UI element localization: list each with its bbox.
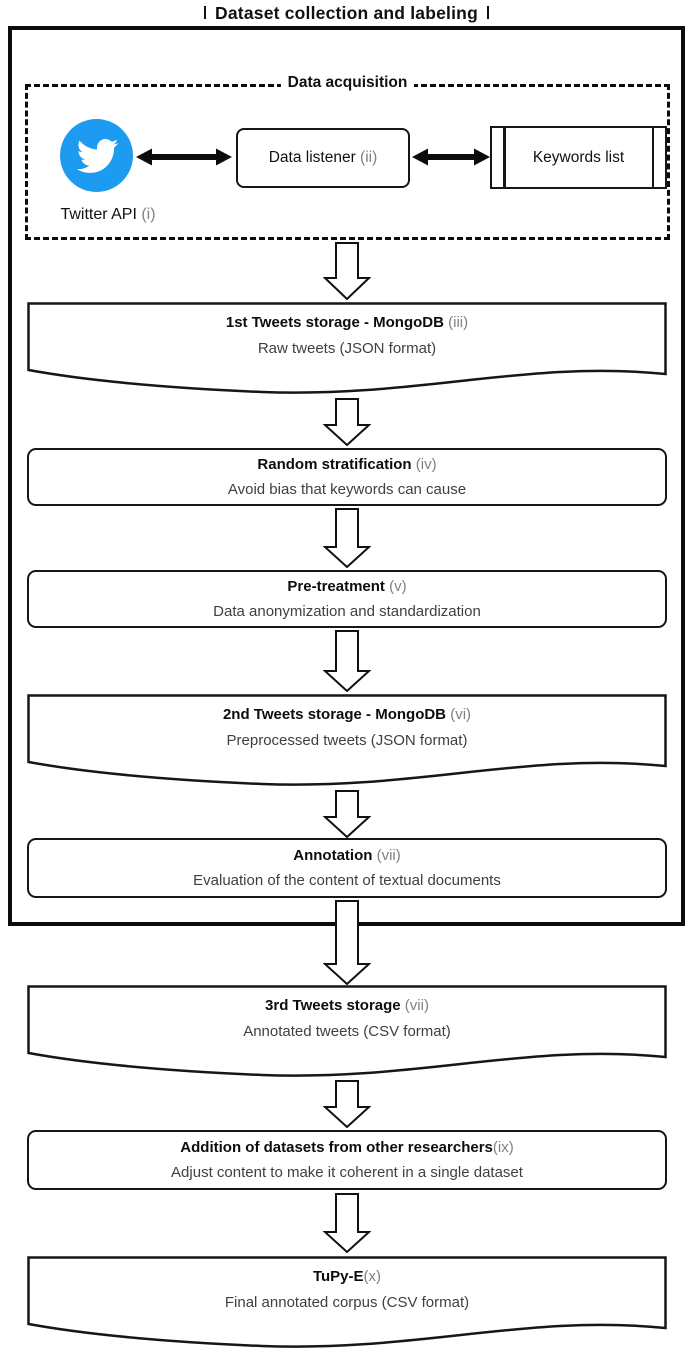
node-subtitle: Evaluation of the content of textual documents <box>193 872 501 889</box>
node-random-stratification <box>27 448 667 506</box>
node-subtitle: Avoid bias that keywords can cause <box>227 481 467 498</box>
down-arrow-icon <box>323 630 371 692</box>
node-subtitle: Preprocessed tweets (JSON format) <box>226 732 468 749</box>
node-title: Pre-treatment (v) <box>287 578 407 595</box>
node-title: Addition of datasets from other researchers(ix) <box>180 1139 514 1156</box>
node-subtitle: Final annotated corpus (CSV format) <box>224 1294 470 1311</box>
node-subtitle: Adjust content to make it coherent in a single dataset <box>171 1164 523 1181</box>
down-arrow-icon <box>323 508 371 568</box>
twitter-logo <box>60 119 133 192</box>
twitter-bird-icon <box>75 134 119 178</box>
node-pre-treatment <box>27 570 667 628</box>
node-title: 1st Tweets storage - MongoDB (iii) <box>225 314 469 331</box>
node-title: 2nd Tweets storage - MongoDB (vi) <box>222 706 472 723</box>
node-data-listener: Data listener (ii) <box>236 128 410 188</box>
node-title: 3rd Tweets storage (vii) <box>265 997 429 1014</box>
node-2nd-tweets-storage <box>27 694 667 790</box>
down-arrow-icon <box>323 900 371 985</box>
diagram-title: Dataset collection and labeling <box>0 3 693 24</box>
twitter-api-label: Twitter API (i) <box>60 206 156 223</box>
node-annotation <box>27 838 667 898</box>
double-arrow-icon <box>136 148 232 166</box>
node-addition-of-datasets <box>27 1130 667 1190</box>
node-tupy-e <box>27 1256 667 1352</box>
down-arrow-icon <box>323 398 371 446</box>
side-bar <box>652 128 655 187</box>
data-acquisition-label: Data acquisition <box>25 74 670 92</box>
double-arrow-icon <box>412 148 490 166</box>
node-title: Annotation (vii) <box>293 847 401 864</box>
node-3rd-tweets-storage <box>27 985 667 1081</box>
node-keywords-list: Keywords list <box>490 126 667 189</box>
node-title: Random stratification (iv) <box>257 456 437 473</box>
side-bar <box>503 128 506 187</box>
down-arrow-icon <box>323 790 371 838</box>
node-title: TuPy-E(x) <box>312 1268 382 1285</box>
node-subtitle: Data anonymization and standardization <box>213 603 481 620</box>
down-arrow-icon <box>323 242 371 300</box>
node-subtitle: Annotated tweets (CSV format) <box>243 1023 451 1040</box>
node-subtitle: Raw tweets (JSON format) <box>257 340 437 357</box>
down-arrow-icon <box>323 1080 371 1128</box>
node-1st-tweets-storage <box>27 302 667 398</box>
down-arrow-icon <box>323 1193 371 1253</box>
